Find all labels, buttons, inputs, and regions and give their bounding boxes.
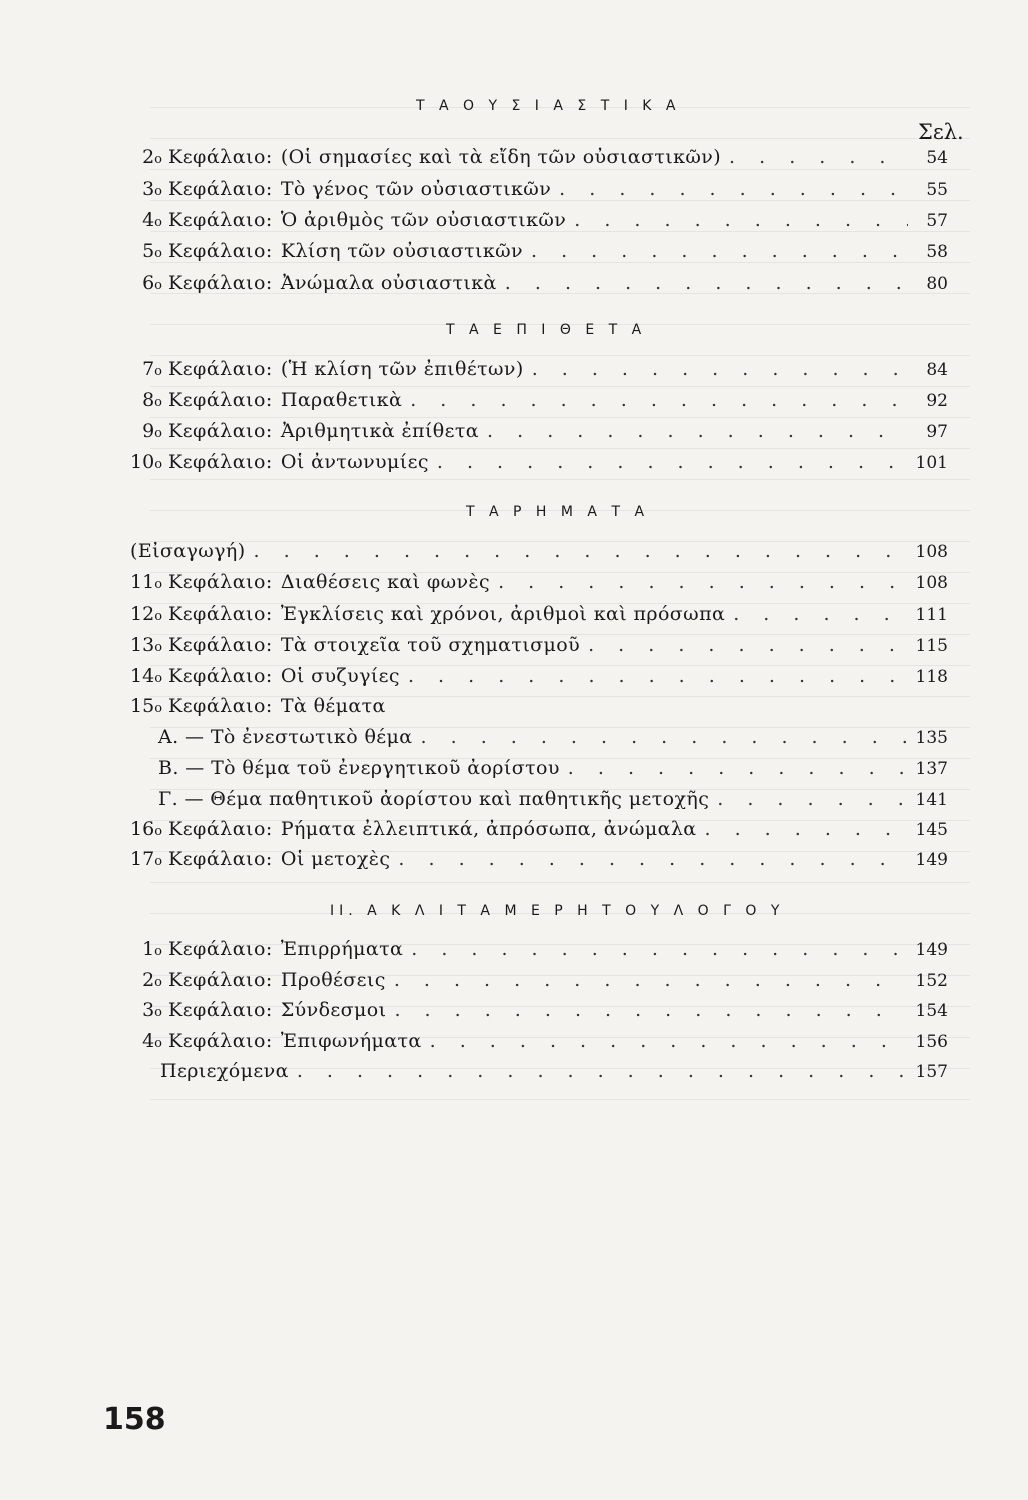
leader-dots [532,358,908,380]
toc-title: Οἱ συζυγίες [280,665,400,687]
leader-dots [588,634,905,656]
toc-title: Ὁ ἀριθμὸς τῶν οὐσιαστικῶν [280,209,567,231]
toc-page: 135 [915,728,948,748]
toc-page: 149 [915,850,948,870]
toc-title: Παραθετικὰ [280,389,403,411]
toc-row: 9ο Κεφάλαιο: Ἀριθμητικὰ ἐπίθετα . . . 97 [130,420,948,450]
toc-title: Ἐγκλίσεις καὶ χρόνοι, ἀριθμοὶ καὶ πρόσωπα [280,603,726,625]
section-title-ousiastika: Τ Α Ο Υ Σ Ι Α Σ Τ Ι Κ Α [416,98,681,114]
toc-title: (Οἱ σημασίες καὶ τὰ εἴδη τῶν οὐσιαστικῶν) [280,146,722,168]
toc-page: 55 [926,180,948,200]
leader-dots [297,1060,906,1082]
toc-row [158,757,948,787]
toc-title: Οἱ ἀντωνυμίες [280,451,429,473]
toc-title: Οἱ μετοχὲς [280,848,391,870]
toc-page: 101 [915,453,948,473]
leader-dots [394,969,906,991]
toc-row: 4ο Κεφάλαιο: Ὁ ἀριθμὸς τῶν οὐσιαστικῶν . . . 57 [130,209,948,239]
leader-dots [394,999,905,1021]
toc-title: Τὸ γένος τῶν οὐσιαστικῶν [280,178,552,200]
leader-dots [408,665,906,687]
section-title-rimata: Τ Α Ρ Η Μ Α Τ Α [466,504,650,520]
toc-title: Ἐπιφωνήματα [280,1030,422,1052]
toc-row: 4ο Κεφάλαιο: Ἐπιφωνήματα . . . 156 [130,1030,948,1060]
leader-dots [568,757,906,779]
section-title-aklita: ΙΙ. Α Κ Λ Ι Τ Α Μ Ε Ρ Η Τ Ο Υ Λ Ο Γ Ο Υ [330,903,785,919]
leader-dots [437,451,906,473]
toc-title: Περιεχόμενα [160,1060,289,1082]
leader-dots [254,540,906,562]
toc-title: Προθέσεις [280,969,386,991]
toc-page: 80 [926,274,948,294]
leader-dots [531,240,908,262]
toc-title: Α. — Τὸ ἐνεστωτικὸ θέμα [158,726,413,748]
toc-row: 10ο Κεφάλαιο: Οἱ ἀντωνυμίες . . . 101 [130,451,948,481]
toc-row: 7ο Κεφάλαιο: (Ἡ κλίση τῶν ἐπιθέτων) . . . 84 [130,358,948,388]
toc-title: (Ἡ κλίση τῶν ἐπιθέτων) [280,358,524,380]
toc-page: 84 [926,360,948,380]
toc-page: 58 [926,242,948,262]
toc-page: 154 [915,1001,948,1021]
leader-dots [430,1030,906,1052]
toc-title: Β. — Τὸ θέμα τοῦ ἐνεργητικοῦ ἀορίστου [158,757,560,779]
leader-dots [411,938,905,960]
leader-dots [733,603,905,625]
toc-row [158,726,948,756]
toc-page: 118 [915,667,948,687]
toc-row: 3ο Κεφάλαιο: Τὸ γένος τῶν οὐσιαστικῶν . . . 55 [130,178,948,208]
leader-dots [559,178,908,200]
leader-dots [505,272,908,294]
leader-dots [487,420,908,442]
toc-page: 157 [915,1062,948,1082]
toc-row [130,540,948,570]
toc-row: 5ο Κεφάλαιο: Κλίση τῶν οὐσιαστικῶν . . . 58 [130,240,948,270]
toc-page: 152 [915,971,948,991]
toc-row: 16ο Κεφάλαιο: Ρήματα ἐλλειπτικά, ἀπρόσωπα, ἀνώμαλα . . . 145 [130,818,948,848]
leader-dots [705,818,906,840]
toc-page: 141 [915,790,948,810]
toc-title: Τὰ στοιχεῖα τοῦ σχηματισμοῦ [280,634,581,656]
toc-row [160,1060,948,1090]
toc-page: 115 [915,636,948,656]
leader-dots [574,209,908,231]
toc-page: 92 [926,391,948,411]
toc-row: 6ο Κεφάλαιο: Ἀνώμαλα οὐσιαστικὰ . . . 80 [130,272,948,302]
toc-page: 156 [915,1032,948,1052]
toc-title: Ρήματα ἐλλειπτικά, ἀπρόσωπα, ἀνώμαλα [280,818,697,840]
toc-page: 108 [915,542,948,562]
toc-row: 11ο Κεφάλαιο: Διαθέσεις καὶ φωνὲς . . . 108 [130,571,948,601]
toc-title: Ἐπιρρήματα [280,938,404,960]
leader-dots [498,571,905,593]
toc-title: Κλίση τῶν οὐσιαστικῶν [280,240,524,262]
toc-page: 57 [926,211,948,231]
toc-row: 1ο Κεφάλαιο: Ἐπιρρήματα . . . 149 [130,938,948,968]
toc-row: 3ο Κεφάλαιο: Σύνδεσμοι . . . 154 [130,999,948,1029]
toc-row: 14ο Κεφάλαιο: Οἱ συζυγίες . . . 118 [130,665,948,695]
toc-page: 137 [915,759,948,779]
toc-page: 108 [915,573,948,593]
toc-page: 97 [926,422,948,442]
toc-title: Διαθέσεις καὶ φωνὲς [280,571,491,593]
leader-dots [410,389,908,411]
toc-page: 54 [926,148,948,168]
toc-title: Σύνδεσμοι [280,999,387,1021]
toc-row: 2ο Κεφάλαιο: Προθέσεις . . . 152 [130,969,948,999]
toc-page: 149 [915,940,948,960]
toc-title: Τὰ θέματα [280,695,386,717]
toc-title: Ἀριθμητικὰ ἐπίθετα [280,420,480,442]
toc-row: 17ο Κεφάλαιο: Οἱ μετοχὲς . . . 149 [130,848,948,878]
leader-dots [717,788,905,810]
toc-row: 2ο Κεφάλαιο: (Οἱ σημασίες καὶ τὰ εἴδη τῶν οὐσιαστικῶν) . . . 54 [130,146,948,176]
leader-dots [398,848,905,870]
page-number: 158 [103,1402,166,1437]
leader-dots [421,726,906,748]
toc-row: 13ο Κεφάλαιο: Τὰ στοιχεῖα τοῦ σχηματισμοῦ . . . 115 [130,634,948,664]
toc-page: 145 [915,820,948,840]
toc-title: Γ. — Θέμα παθητικοῦ ἀορίστου καὶ παθητικῆς μετοχῆς [158,788,710,810]
toc-title: Ἀνώμαλα οὐσιαστικὰ [280,272,497,294]
toc-row: 12ο Κεφάλαιο: Ἐγκλίσεις καὶ χρόνοι, ἀριθμοὶ καὶ πρόσωπα . . . 111 [130,603,948,633]
page-column-label: Σελ. [918,120,964,144]
section-title-epitheta: Τ Α Ε Π Ι Θ Ε Τ Α [446,322,647,338]
toc-page: 111 [915,605,948,625]
toc-row: 15ο Κεφάλαιο: Τὰ θέματα [130,695,386,717]
toc-row: 8ο Κεφάλαιο: Παραθετικὰ . . . 92 [130,389,948,419]
toc-row [158,788,948,818]
toc-title: (Εἰσαγωγή) [130,540,246,562]
leader-dots [729,146,908,168]
